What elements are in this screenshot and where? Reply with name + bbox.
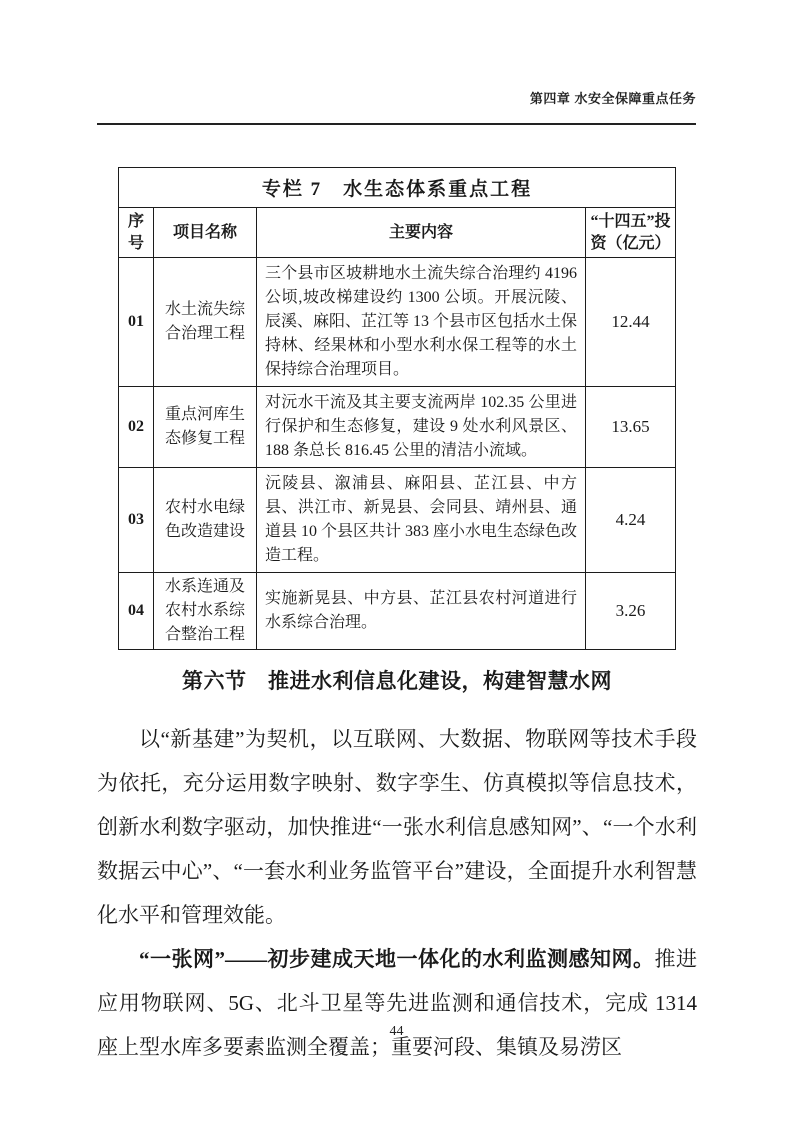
paragraph-2-bold-lead: “一张网”——初步建成天地一体化的水利监测感知网。: [139, 947, 655, 971]
col-header-project-name: 项目名称: [153, 208, 256, 258]
col-header-investment: “十四五”投资（亿元）: [585, 208, 675, 258]
table-row: [118, 573, 675, 650]
cell-no: 04: [118, 573, 153, 650]
cell-project-name: 水土流失综合治理工程: [153, 258, 256, 387]
col-header-no: 序号: [118, 208, 153, 258]
cell-project-name: 农村水电绿色改造建设: [153, 468, 256, 573]
page-number: 44: [389, 1024, 404, 1039]
paragraph-2-rest: 推进应用物联网、5G、北斗卫星等先进监测和通信技术，完成 1314 座上型水库多要素监测全覆盖；重要河段、集镇及易涝区: [97, 947, 697, 1059]
table-row: [118, 258, 675, 387]
running-header-chapter: 第四章 水安全保障重点任务: [529, 91, 696, 106]
body-paragraph-2: [97, 937, 697, 1069]
section-heading: 第六节 推进水利信息化建设，构建智慧水网: [182, 669, 612, 693]
table-title: 专栏 7 水生态体系重点工程: [118, 168, 675, 208]
cell-main-content: 沅陵县、溆浦县、麻阳县、芷江县、中方县、洪江市、新晃县、会同县、靖州县、通道县 10 个县区共计 383 座小水电生态绿色改造工程。: [256, 468, 585, 573]
body-paragraph-1: 以“新基建”为契机，以互联网、大数据、物联网等技术手段为依托，充分运用数字映射、数字孪生、仿真模拟等信息技术，创新水利数字驱动，加快推进“一张水利信息感知网”、“一个水利数据云中心”、“一套水利业务监管平台”建设，全面提升水利智慧化水平和管理效能。: [97, 727, 697, 927]
cell-main-content: 三个县市区坡耕地水土流失综合治理约 4196 公顷,坡改梯建设约 1300 公顷。开展沅陵、辰溪、麻阳、芷江等 13 个县市区包括水土保持林、经果林和小型水利水保工程等的水土保持综合治理项目。: [256, 258, 585, 387]
cell-project-name: 重点河库生态修复工程: [153, 387, 256, 468]
cell-no: 01: [118, 258, 153, 387]
project-table: [118, 167, 676, 650]
cell-investment: 12.44: [585, 258, 675, 387]
cell-investment: 3.26: [585, 573, 675, 650]
col-header-main-content: 主要内容: [256, 208, 585, 258]
body-text: [97, 717, 697, 1069]
table-row: [118, 468, 675, 573]
table-title-row: [118, 168, 675, 208]
cell-no: 02: [118, 387, 153, 468]
cell-main-content: 对沅水干流及其主要支流两岸 102.35 公里进行保护和生态修复，建设 9 处水利风景区、188 条总长 816.45 公里的清洁小流域。: [256, 387, 585, 468]
cell-main-content: 实施新晃县、中方县、芷江县农村河道进行水系综合治理。: [256, 573, 585, 650]
cell-investment: 4.24: [585, 468, 675, 573]
header-rule: [97, 123, 696, 125]
cell-investment: 13.65: [585, 387, 675, 468]
cell-no: 03: [118, 468, 153, 573]
page-content: [97, 167, 697, 1069]
table-header-row: [118, 208, 675, 258]
cell-project-name: 水系连通及农村水系综合整治工程: [153, 573, 256, 650]
table-row: [118, 387, 675, 468]
